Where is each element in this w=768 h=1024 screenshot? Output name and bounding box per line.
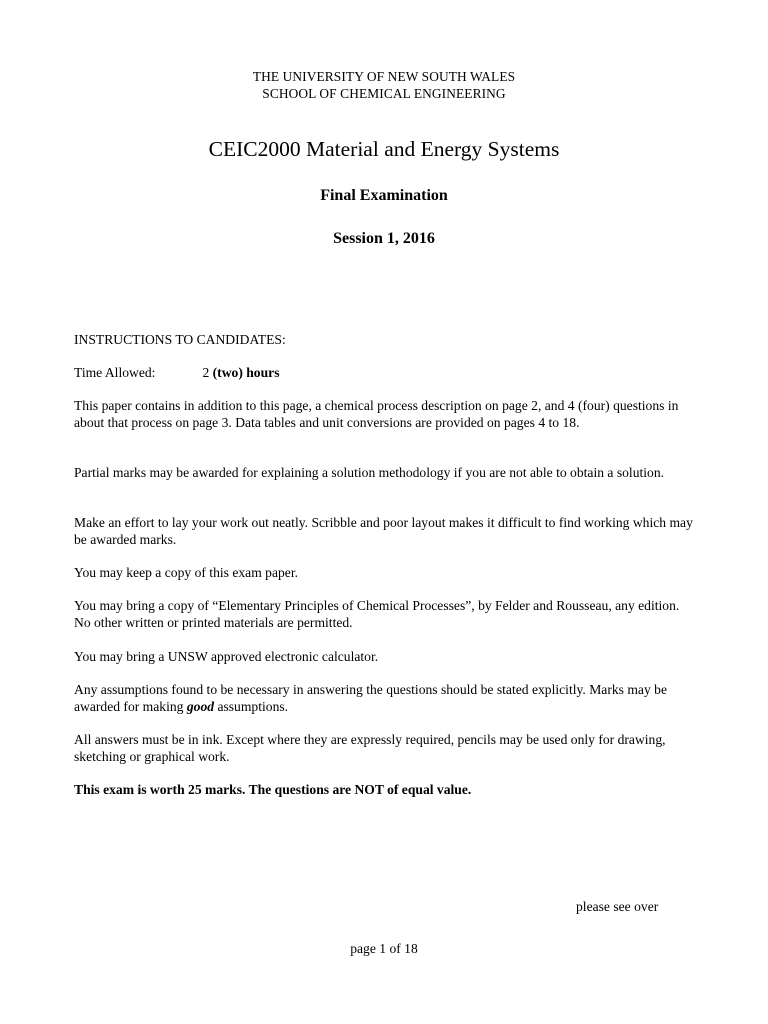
paragraph-neatness: Make an effort to lay your work out neatly. Scribble and poor layout makes it difficult to find working which may be awarded marks.: [74, 515, 693, 547]
paragraph-keep-copy: You may keep a copy of this exam paper.: [74, 565, 298, 580]
assumptions-text-2: assumptions.: [214, 699, 289, 714]
school-name: SCHOOL OF CHEMICAL ENGINEERING: [262, 86, 506, 101]
time-allowed-number: 2: [202, 365, 210, 380]
university-name: THE UNIVERSITY OF NEW SOUTH WALES: [252, 69, 516, 84]
paragraph-textbook: You may bring a copy of “Elementary Principles of Chemical Processes”, by Felder and Rousseau, any edition. No other written or printed materials are permitted.: [74, 598, 680, 630]
instructions-heading: INSTRUCTIONS TO CANDIDATES:: [74, 332, 286, 347]
course-title: CEIC2000 Material and Energy Systems: [208, 137, 560, 161]
paragraph-assumptions: [74, 681, 699, 715]
please-see-over: please see over: [576, 899, 659, 914]
time-allowed-row: [74, 364, 699, 381]
marks-worth-text: This exam is worth 25 marks. The questions are NOT of equal value.: [74, 782, 472, 797]
time-allowed-text: (two) hours: [212, 365, 280, 380]
time-allowed-label: Time Allowed:: [74, 365, 156, 380]
paragraph-calculator: You may bring a UNSW approved electronic calculator.: [74, 649, 379, 664]
assumptions-text-1: Any assumptions found to be necessary in answering the questions should be stated explicitly. Marks may be awarded for making: [74, 682, 667, 714]
paragraph-partial-marks: Partial marks may be awarded for explaining a solution methodology if you are not able to obtain a solution.: [74, 465, 665, 480]
page-number: page 1 of 18: [350, 941, 418, 956]
session-label: Session 1, 2016: [333, 230, 435, 247]
exam-title: Final Examination: [320, 187, 448, 204]
paragraph-marks-worth: [74, 781, 699, 798]
paragraph-contents: This paper contains in addition to this page, a chemical process description on page 2, and 4 (four) questions in about that process on page 3. Data tables and unit conversions are provided on pages 4 to 18.: [74, 398, 679, 430]
paragraph-ink: All answers must be in ink. Except where they are expressly required, pencils may be used only for drawing, sketching or graphical work.: [74, 732, 666, 764]
assumptions-emphasis: good: [186, 699, 215, 714]
